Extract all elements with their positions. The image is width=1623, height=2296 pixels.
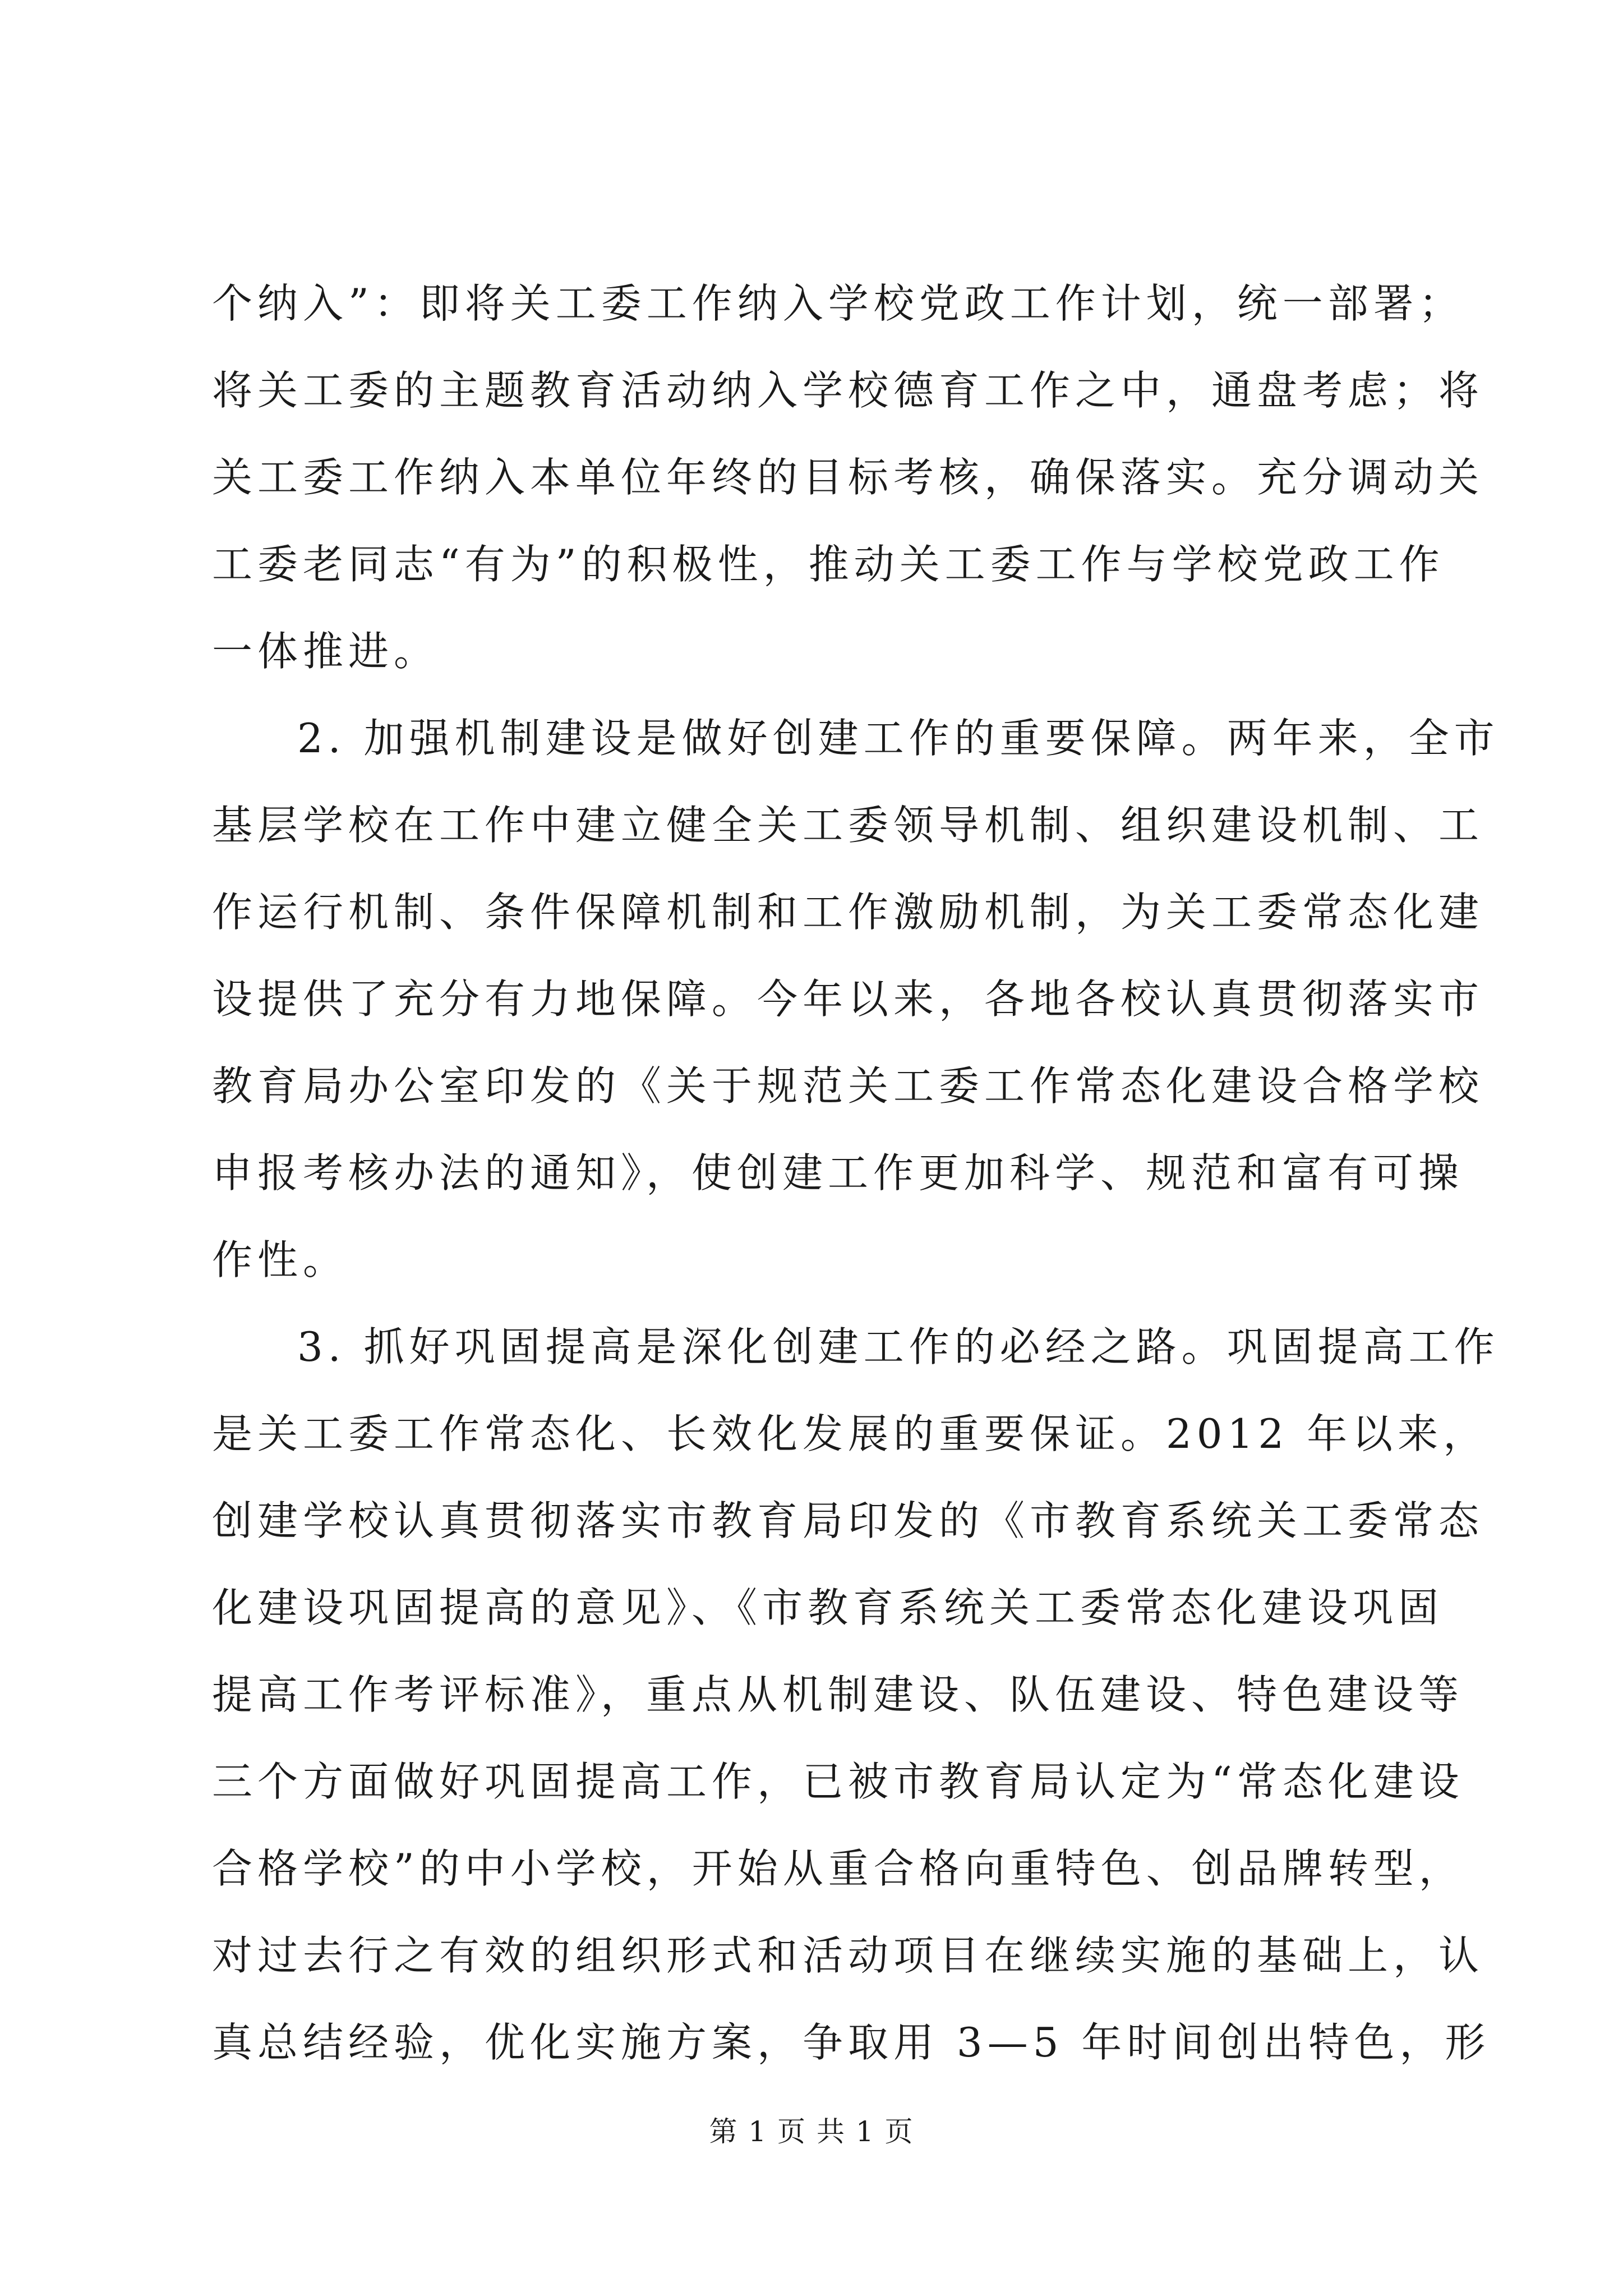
text-line: 真总结经验，优化实施方案，争取用 3—5 年时间创出特色，形 [212, 2019, 1491, 2066]
text-line: 关工委工作纳入本单位年终的目标考核，确保落实。充分调动关 [212, 454, 1484, 501]
text-line: 教育局办公室印发的《关于规范关工委工作常态化建设合格学校 [212, 1062, 1484, 1110]
text-line: 基层学校在工作中建立健全关工委领导机制、组织建设机制、工 [212, 802, 1484, 849]
text-line: 创建学校认真贯彻落实市教育局印发的《市教育系统关工委常态 [212, 1497, 1484, 1544]
text-line: 是关工委工作常态化、长效化发展的重要保证。2012 年以来， [212, 1410, 1489, 1457]
text-line: 设提供了充分有力地保障。今年以来，各地各校认真贯彻落实市 [212, 976, 1484, 1023]
text-line: 申报考核办法的通知》，使创建工作更加科学、规范和富有可操 [212, 1149, 1464, 1197]
text-line: 作性。 [212, 1236, 349, 1283]
text-line: 三个方面做好巩固提高工作，已被市教育局认定为“常态化建设 [212, 1758, 1464, 1805]
text-line: 对过去行之有效的组织形式和活动项目在继续实施的基础上，认 [212, 1932, 1484, 1979]
text-line: 合格学校”的中小学校，开始从重合格向重特色、创品牌转型， [212, 1845, 1464, 1892]
page-number-footer: 第 1 页 共 1 页 [709, 2115, 914, 2148]
text-line: 提高工作考评标准》，重点从机制建设、队伍建设、特色建设等 [212, 1671, 1464, 1718]
text-line: 化建设巩固提高的意见》、《市教育系统关工委常态化建设巩固 [212, 1584, 1444, 1631]
text-line: 3. 抓好巩固提高是深化创建工作的必经之路。巩固提高工作 [297, 1323, 1500, 1370]
text-line: 作运行机制、条件保障机制和工作激励机制，为关工委常态化建 [212, 889, 1484, 936]
text-line: 工委老同志“有为”的积极性，推动关工委工作与学校党政工作 [212, 541, 1445, 588]
document-body [212, 260, 1500, 2086]
text-line: 将关工委的主题教育活动纳入学校德育工作之中，通盘考虑；将 [212, 367, 1484, 414]
text-line: 个纳入”：即将关工委工作纳入学校党政工作计划，统一部署； [212, 280, 1464, 327]
text-line: 2. 加强机制建设是做好创建工作的重要保障。两年来，全市 [297, 715, 1500, 762]
text-line: 一体推进。 [212, 628, 440, 675]
